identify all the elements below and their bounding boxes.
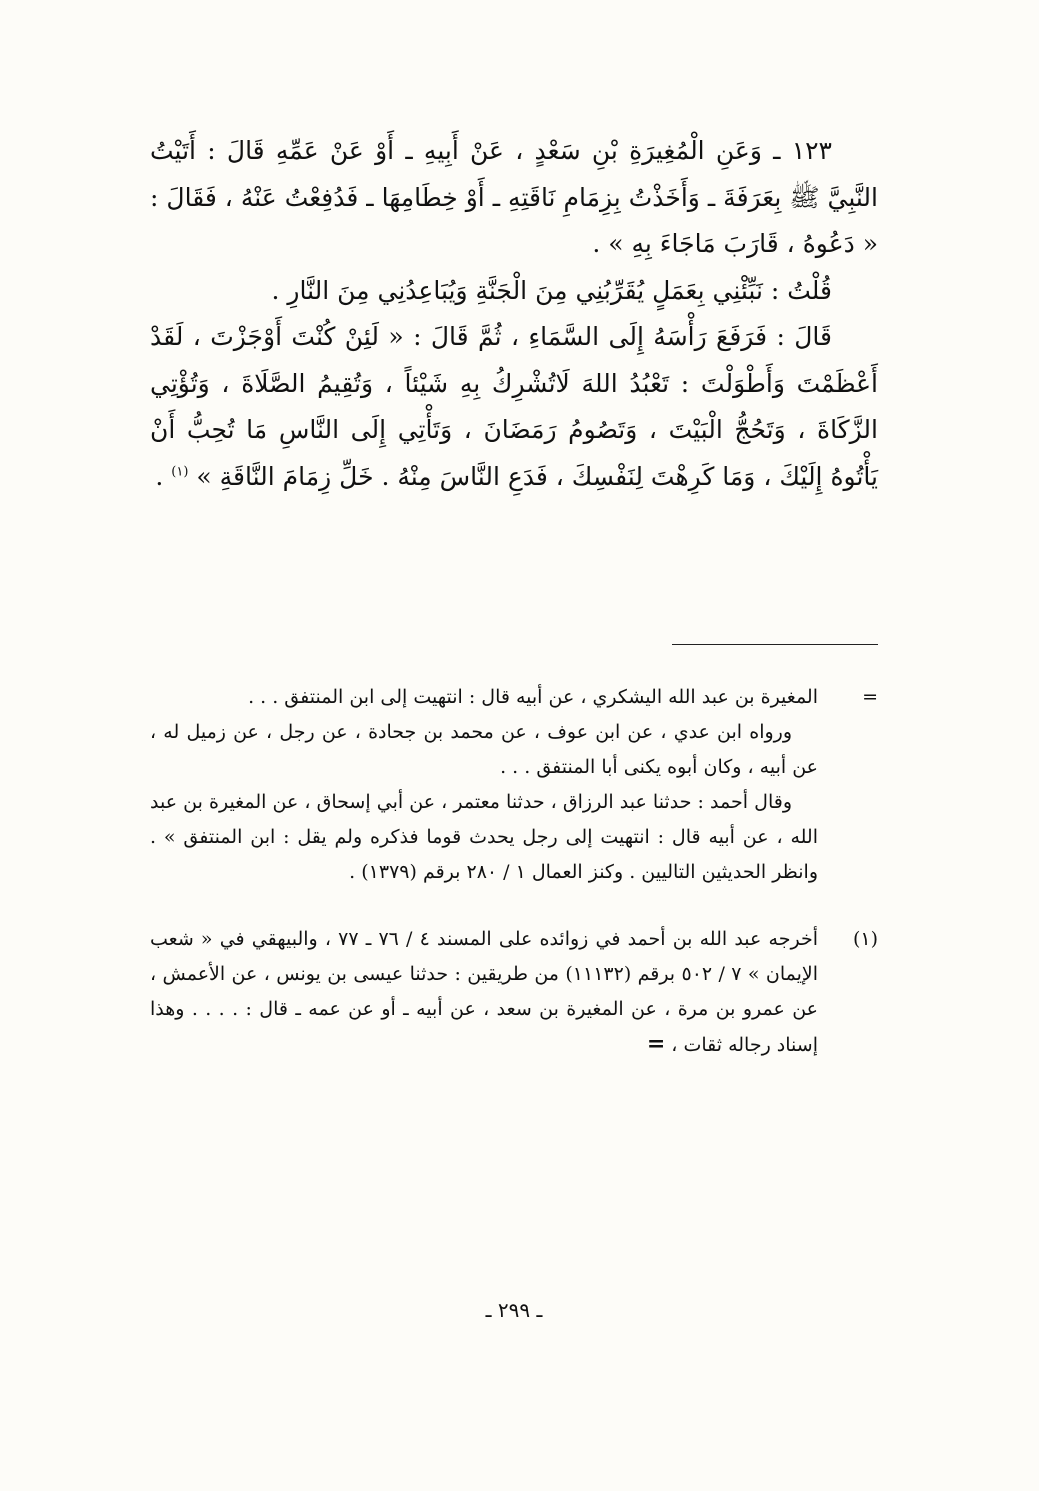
- footnote-1: [150, 922, 878, 1063]
- hadith-paragraph-1: ١٢٣ ـ وَعَنِ الْمُغِيرَةِ بْنِ سَعْدٍ ، عَنْ أَبِيهِ ـ أَوْ عَنْ عَمِّهِ قَالَ : أَتَيْتُ النَّبِيَّ ﷺ بِعَرَفَةَ ـ وَأَخَذْتُ بِزِمَامِ نَاقَتِهِ ـ أَوْ خِطَامِهَا ـ فَدُفِعْتُ عَنْهُ ، فَقَالَ : « دَعُوهُ ، قَارَبَ مَاجَاءَ بِهِ » .: [150, 136, 878, 258]
- footnote-continuation-line-3: وقال أحمد : حدثنا عبد الرزاق ، حدثنا معتمر ، عن أبي إسحاق ، عن المغيرة بن عبد الله ، عن أبيه قال : انتهيت إلى رجل يحدث قوما فذكره ولم يقل : ابن المنتفق » . وانظر الحديثين التاليين . وكنز العمال ١ / ٢٨٠ برقم (١٣٧٩) .: [150, 791, 818, 883]
- page-number: ـ ٢٩٩ ـ: [485, 1298, 543, 1322]
- hadith-text: [150, 128, 878, 500]
- footnote-1-continue-marker: =: [646, 1031, 666, 1057]
- hadith-paragraph-2: قُلْتُ : نَبِّئْنِي بِعَمَلٍ يُقَرِّبُنِي مِنَ الْجَنَّةِ وَيُبَاعِدُنِي مِنَ النَّارِ .: [271, 275, 832, 305]
- footnote-divider: [672, 644, 878, 645]
- hadith-paragraph-3: [150, 314, 878, 500]
- hadith-paragraph-3-text: قَالَ : فَرَفَعَ رَأْسَهُ إِلَى السَّمَاءِ ، ثُمَّ قَالَ : « لَئِنْ كُنْتَ أَوْجَزْتَ ، لَقَدْ أَعْظَمْتَ وَأَطْوَلْتَ : تَعْبُدُ اللهَ لَاتُشْرِكُ بِهِ شَيْئاً ، وَتُقِيمُ الصَّلَاةَ ، وَتُؤْتِي الزَّكَاةَ ، وَتَحُجُّ الْبَيْتَ ، وَتَصُومُ رَمَضَانَ ، وَتَأْتِي إِلَى النَّاسِ مَا تُحِبُّ أَنْ يَأْتُوهُ إِلَيْكَ ، وَمَا كَرِهْتَ لِنَفْسِكَ ، فَدَعِ النَّاسَ مِنْهُ . خَلِّ زِمَامَ النَّاقَةِ »: [150, 322, 878, 491]
- book-page: [150, 120, 878, 1450]
- continuation-marker: =: [862, 686, 878, 708]
- footnote-continuation-line-1: المغيرة بن عبد الله اليشكري ، عن أبيه قال : انتهيت إلى ابن المنتفق . . .: [248, 686, 818, 708]
- footnote-spacer: [150, 900, 878, 922]
- footnote-1-body: أخرجه عبد الله بن أحمد في زوائده على المسند ٤ / ٧٦ ـ ٧٧ ، والبيهقي في « شعب الإيمان » ٧ / ٥٠٢ برقم (١١١٣٢) من طريقين : حدثنا عيسى بن يونس ، عن الأعمش ، عن عمرو بن مرة ، عن المغيرة بن سعد ، عن أبيه ـ أو عن عمه ـ قال : . . . . وهذا إسناد رجاله ثقات ،: [150, 928, 818, 1056]
- footnotes-section: [150, 680, 878, 1073]
- hadith-end-punct: .: [155, 461, 172, 491]
- footnote-1-text: [150, 922, 818, 1063]
- footnote-continuation: [150, 680, 878, 890]
- footnote-reference: (١): [171, 464, 189, 480]
- footnote-continuation-line-2: ورواه ابن عدي ، عن ابن عوف ، عن محمد بن جحادة ، عن رجل ، عن زميل له ، عن أبيه ، وكان أبوه يكنى أبا المنتفق . . .: [150, 721, 818, 778]
- footnote-1-marker: (١): [852, 928, 878, 950]
